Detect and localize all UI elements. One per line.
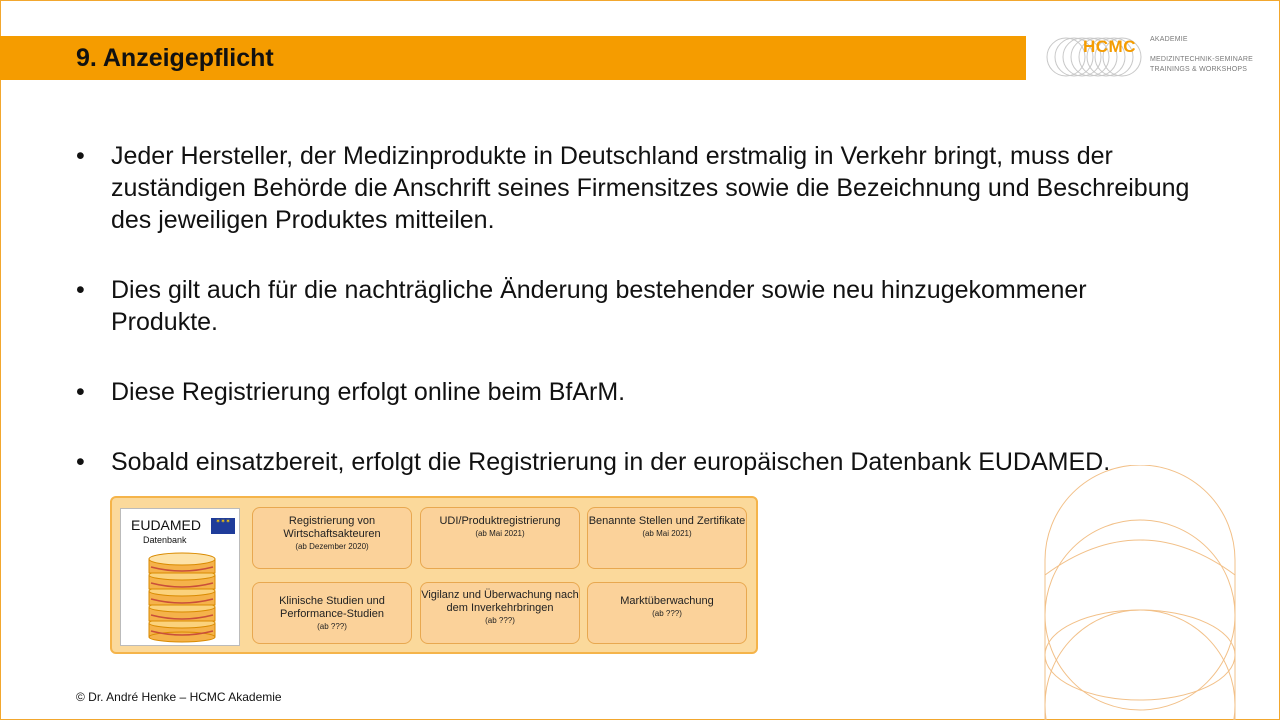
bullet-text: Dies gilt auch für die nachträgliche Änderung bestehender sowie neu hinzugekommener Produkte. [111, 276, 1087, 336]
module-date: (ab ???) [485, 616, 515, 625]
logo-line-1: AKADEMIE [1150, 36, 1188, 43]
slide-title: 9. Anzeigepflicht [76, 44, 274, 72]
bullet-marker: • [76, 378, 85, 406]
module-box [252, 582, 412, 644]
eudamed-diagram [110, 496, 758, 654]
module-date: (ab ???) [652, 609, 682, 618]
module-label: Registrierung von Wirtschaftsakteuren [283, 515, 381, 540]
bullet-marker: • [76, 448, 85, 476]
bullet-text: Sobald einsatzbereit, erfolgt die Registrierung in der europäischen Datenbank EUDAMED. [111, 448, 1111, 476]
bullet-text: Diese Registrierung erfolgt online beim BfArM. [111, 378, 626, 406]
module-label: Klinische Studien und Performance-Studien [279, 595, 385, 620]
eu-flag-icon [211, 518, 235, 534]
logo-line-3: TRAININGS & WORKSHOPS [1150, 66, 1248, 73]
logo-line-2: MEDIZINTECHNIK-SEMINARE [1150, 56, 1253, 63]
decorative-circles-icon [1040, 465, 1240, 720]
module-label: Marktüberwachung [620, 595, 714, 607]
module-label: Vigilanz und Überwachung nach dem Inverkehrbringen [421, 589, 579, 614]
module-box [420, 582, 580, 644]
module-box [252, 507, 412, 569]
module-date: (ab Dezember 2020) [295, 542, 369, 551]
module-date: (ab Mai 2021) [475, 529, 525, 538]
bullet-text: Jeder Hersteller, der Medizinprodukte in Deutschland erstmalig in Verkehr bringt, muss der zuständigen Behörde die Anschrift seines Firmensitzes sowie die Bezeichnung und Beschreibung des jeweiligen Produktes mitteilen. [111, 142, 1190, 234]
module-date: (ab Mai 2021) [642, 529, 692, 538]
bullet-marker: • [76, 276, 85, 304]
module-date: (ab ???) [317, 622, 347, 631]
bullet-marker: • [76, 142, 85, 170]
database-icon [147, 551, 217, 643]
module-label: UDI/Produktregistrierung [439, 515, 561, 527]
module-box [587, 507, 747, 569]
module-box [420, 507, 580, 569]
module-label: Benannte Stellen und Zertifikate [588, 515, 746, 527]
module-box [587, 582, 747, 644]
eudamed-logo [120, 508, 240, 646]
footer-copyright: © Dr. André Henke – HCMC Akademie [76, 690, 282, 704]
eudamed-subtitle: Datenbank [143, 535, 187, 545]
logo-brand: HCMC [1083, 37, 1136, 56]
eudamed-title: EUDAMED [131, 517, 202, 533]
